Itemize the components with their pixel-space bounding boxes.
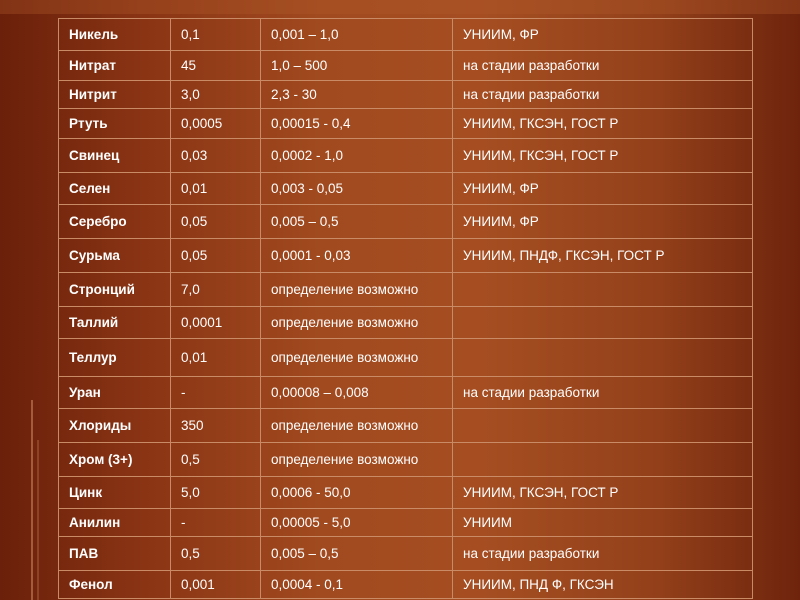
measurement-range: 0,0002 - 1,0 xyxy=(261,139,453,173)
measurement-range: 0,005 – 0,5 xyxy=(261,537,453,571)
limit-value: 0,01 xyxy=(171,339,261,377)
limit-value: 0,0001 xyxy=(171,307,261,339)
limit-value: - xyxy=(171,509,261,537)
substance-name: Хром (3+) xyxy=(59,443,171,477)
limit-value: 7,0 xyxy=(171,273,261,307)
table-row xyxy=(59,571,753,599)
substance-name: Ртуть xyxy=(59,109,171,139)
substance-name: Фенол xyxy=(59,571,171,599)
measurement-range: определение возможно xyxy=(261,307,453,339)
limit-value: 0,1 xyxy=(171,19,261,51)
method-status: УНИИМ, ПНДФ, ГКСЭН, ГОСТ Р xyxy=(453,239,753,273)
limit-value: 0,001 xyxy=(171,571,261,599)
method-status: УНИИМ, ГКСЭН, ГОСТ Р xyxy=(453,109,753,139)
substance-name: Сурьма xyxy=(59,239,171,273)
method-status: УНИИМ, ФР xyxy=(453,205,753,239)
measurement-range: 0,001 – 1,0 xyxy=(261,19,453,51)
substance-name: Хлориды xyxy=(59,409,171,443)
limit-value: 45 xyxy=(171,51,261,81)
method-status: на стадии разработки xyxy=(453,51,753,81)
measurement-range: 0,005 – 0,5 xyxy=(261,205,453,239)
method-status: УНИИМ, ФР xyxy=(453,19,753,51)
table-row xyxy=(59,409,753,443)
limit-value: - xyxy=(171,377,261,409)
substance-name: Нитрит xyxy=(59,81,171,109)
substance-name: ПАВ xyxy=(59,537,171,571)
limit-value: 0,05 xyxy=(171,205,261,239)
measurement-range: 0,00008 – 0,008 xyxy=(261,377,453,409)
table-row xyxy=(59,173,753,205)
table-row xyxy=(59,239,753,273)
method-status xyxy=(453,307,753,339)
table-row xyxy=(59,19,753,51)
method-status: на стадии разработки xyxy=(453,537,753,571)
substance-name: Нитрат xyxy=(59,51,171,81)
method-status xyxy=(453,339,753,377)
table-row xyxy=(59,537,753,571)
method-status xyxy=(453,409,753,443)
method-status xyxy=(453,443,753,477)
substance-name: Стронций xyxy=(59,273,171,307)
table-row xyxy=(59,205,753,239)
substance-name: Свинец xyxy=(59,139,171,173)
method-status: УНИИМ xyxy=(453,509,753,537)
limit-value: 0,5 xyxy=(171,537,261,571)
substance-table xyxy=(58,18,753,599)
measurement-range: 1,0 – 500 xyxy=(261,51,453,81)
limit-value: 0,01 xyxy=(171,173,261,205)
table-row xyxy=(59,109,753,139)
measurement-range: 0,00005 - 5,0 xyxy=(261,509,453,537)
substance-name: Серебро xyxy=(59,205,171,239)
substance-name: Уран xyxy=(59,377,171,409)
measurement-range: 0,0001 - 0,03 xyxy=(261,239,453,273)
method-status xyxy=(453,273,753,307)
limit-value: 350 xyxy=(171,409,261,443)
substance-name: Теллур xyxy=(59,339,171,377)
table-row xyxy=(59,443,753,477)
table-row xyxy=(59,377,753,409)
measurement-range: 0,0006 - 50,0 xyxy=(261,477,453,509)
limit-value: 5,0 xyxy=(171,477,261,509)
limit-value: 0,0005 xyxy=(171,109,261,139)
measurement-range: определение возможно xyxy=(261,443,453,477)
table-row xyxy=(59,51,753,81)
method-status: УНИИМ, ГКСЭН, ГОСТ Р xyxy=(453,477,753,509)
limit-value: 0,5 xyxy=(171,443,261,477)
table-row xyxy=(59,509,753,537)
measurement-range: 0,0004 - 0,1 xyxy=(261,571,453,599)
method-status: УНИИМ, ГКСЭН, ГОСТ Р xyxy=(453,139,753,173)
substance-name: Цинк xyxy=(59,477,171,509)
table-row xyxy=(59,81,753,109)
method-status: УНИИМ, ПНД Ф, ГКСЭН xyxy=(453,571,753,599)
table-row xyxy=(59,139,753,173)
substance-name: Анилин xyxy=(59,509,171,537)
measurement-range: 2,3 - 30 xyxy=(261,81,453,109)
limit-value: 0,03 xyxy=(171,139,261,173)
limit-value: 0,05 xyxy=(171,239,261,273)
table-row xyxy=(59,273,753,307)
measurement-range: определение возможно xyxy=(261,339,453,377)
substance-name: Селен xyxy=(59,173,171,205)
method-status: УНИИМ, ФР xyxy=(453,173,753,205)
measurement-range: определение возможно xyxy=(261,273,453,307)
table-row xyxy=(59,339,753,377)
measurement-range: 0,00015 - 0,4 xyxy=(261,109,453,139)
limit-value: 3,0 xyxy=(171,81,261,109)
method-status: на стадии разработки xyxy=(453,377,753,409)
table-row xyxy=(59,477,753,509)
method-status: на стадии разработки xyxy=(453,81,753,109)
measurement-range: 0,003 - 0,05 xyxy=(261,173,453,205)
substance-name: Таллий xyxy=(59,307,171,339)
substance-name: Никель xyxy=(59,19,171,51)
table-row xyxy=(59,307,753,339)
measurement-range: определение возможно xyxy=(261,409,453,443)
